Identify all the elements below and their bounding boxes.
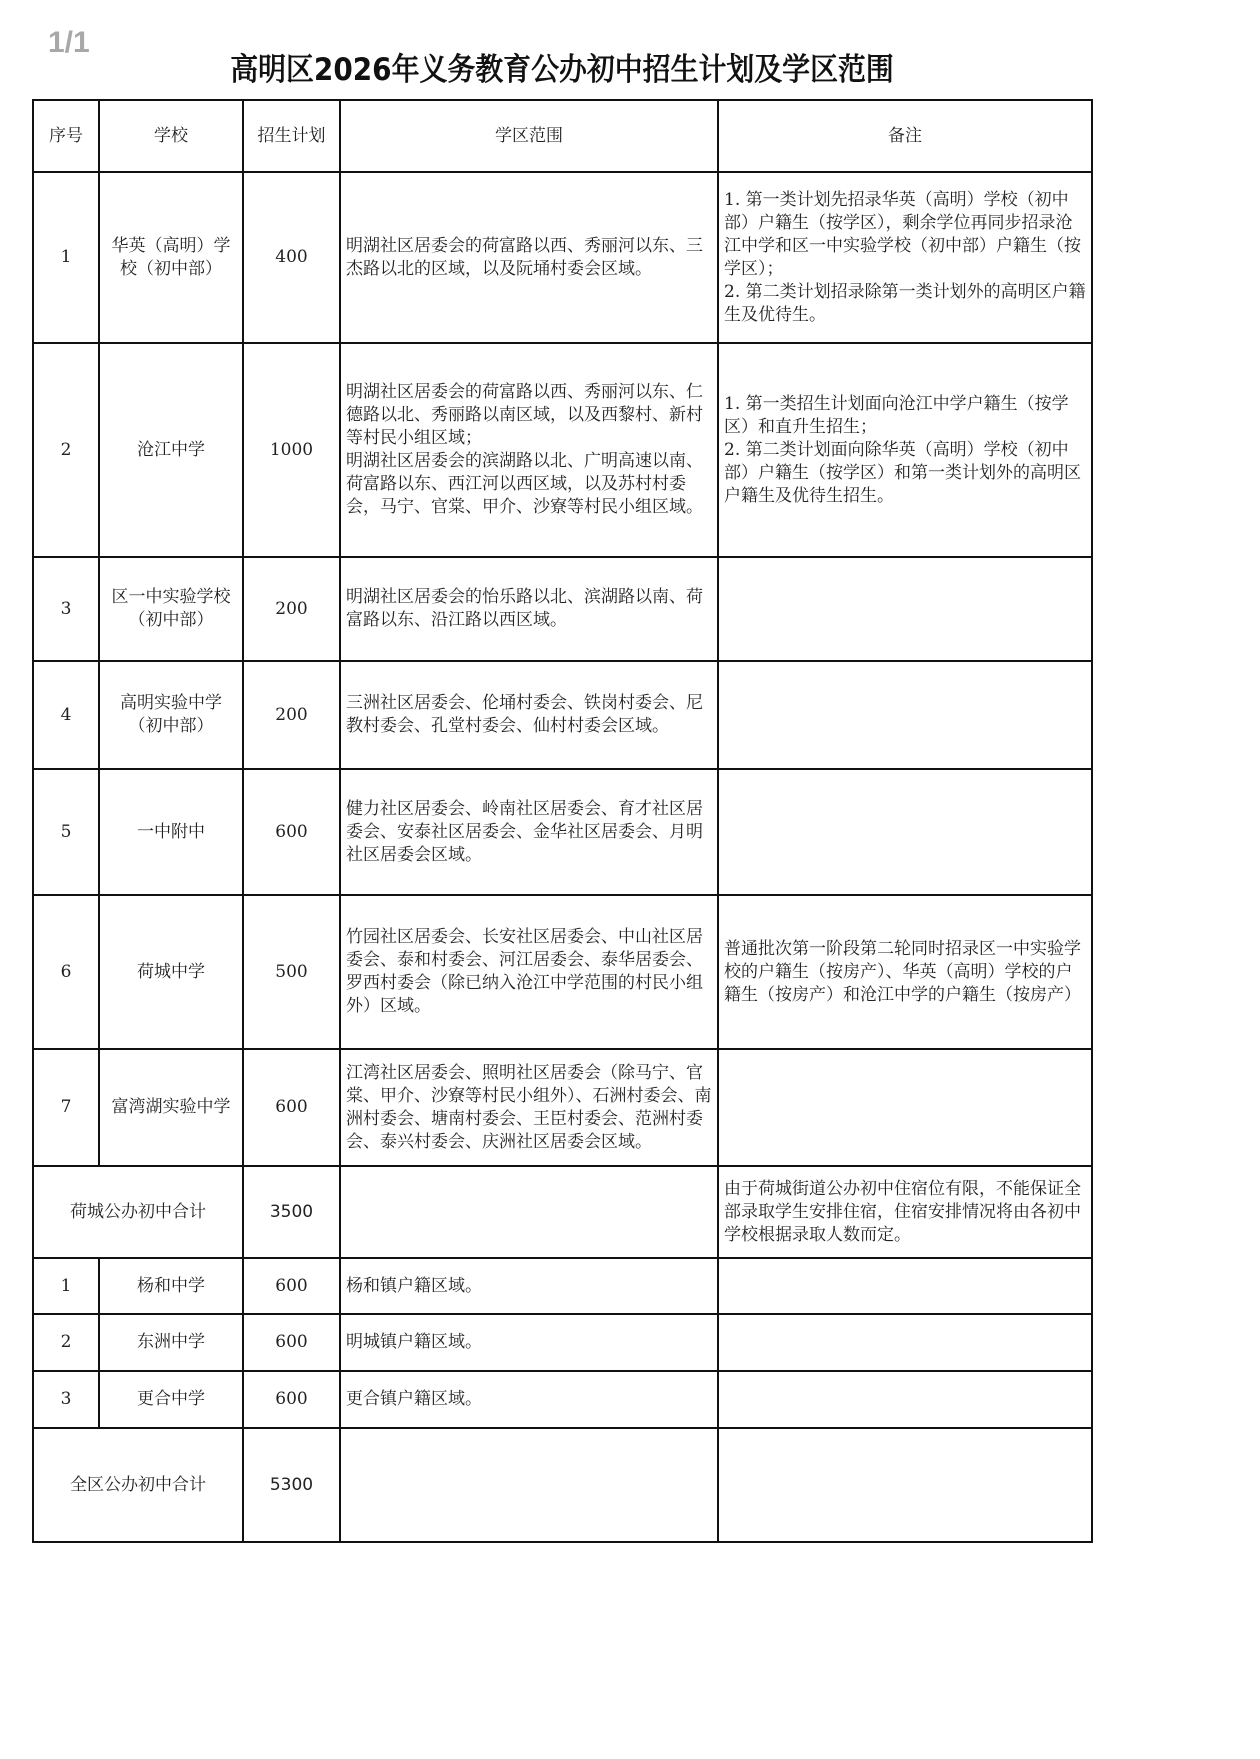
row-school: 东洲中学 xyxy=(99,1314,243,1371)
district-line: 明湖社区居委会的荷富路以西、秀丽河以东、仁德路以北、秀丽路以南区域，以及西黎村、新村等村民小组区域； xyxy=(346,382,703,448)
subtotal-plan: 3500 xyxy=(243,1166,340,1258)
row-plan: 200 xyxy=(243,661,340,769)
row-school: 区一中实验学校（初中部） xyxy=(99,557,243,661)
row-plan: 600 xyxy=(243,1258,340,1314)
table-row xyxy=(33,172,1092,343)
row-index: 1 xyxy=(33,172,99,343)
row-school: 荷城中学 xyxy=(99,895,243,1049)
row-plan: 1000 xyxy=(243,343,340,557)
row-school: 沧江中学 xyxy=(99,343,243,557)
subtotal-label: 荷城公办初中合计 xyxy=(33,1166,243,1258)
subtotal-row xyxy=(33,1166,1092,1258)
row-district: 明湖社区居委会的荷富路以西、秀丽河以东、三杰路以北的区域，以及阮埇村委会区域。 xyxy=(340,172,718,343)
row-remarks xyxy=(718,661,1092,769)
row-remarks xyxy=(718,557,1092,661)
row-district: 杨和镇户籍区域。 xyxy=(340,1258,718,1314)
row-index: 4 xyxy=(33,661,99,769)
row-remarks xyxy=(718,172,1092,343)
table-row xyxy=(33,1314,1092,1371)
row-plan: 200 xyxy=(243,557,340,661)
row-district: 三洲社区居委会、伦埇村委会、铁岗村委会、尼教村委会、孔堂村委会、仙村村委会区域。 xyxy=(340,661,718,769)
remark-line: 1. 第一类计划先招录华英（高明）学校（初中部）户籍生（按学区），剩余学位再同步招录沧江中学和区一中实验学校（初中部）户籍生（按学区）； xyxy=(724,189,1081,279)
header-district: 学区范围 xyxy=(340,100,718,172)
row-district: 明湖社区居委会的怡乐路以北、滨湖路以南、荷富路以东、沿江路以西区域。 xyxy=(340,557,718,661)
total-district xyxy=(340,1428,718,1542)
row-index: 2 xyxy=(33,343,99,557)
table-row xyxy=(33,769,1092,895)
row-remarks xyxy=(718,1049,1092,1166)
row-remarks xyxy=(718,1314,1092,1371)
row-remarks xyxy=(718,1258,1092,1314)
total-plan: 5300 xyxy=(243,1428,340,1542)
row-plan: 500 xyxy=(243,895,340,1049)
row-district xyxy=(340,343,718,557)
row-remarks: 普通批次第一阶段第二轮同时招录区一中实验学校的户籍生（按房产）、华英（高明）学校的户籍生（按房产）和沧江中学的户籍生（按房产） xyxy=(718,895,1092,1049)
header-remarks: 备注 xyxy=(718,100,1092,172)
total-remarks xyxy=(718,1428,1092,1542)
header-index: 序号 xyxy=(33,100,99,172)
row-index: 3 xyxy=(33,1371,99,1428)
row-district: 明城镇户籍区域。 xyxy=(340,1314,718,1371)
row-district: 健力社区居委会、岭南社区居委会、育才社区居委会、安泰社区居委会、金华社区居委会、月明社区居委会区域。 xyxy=(340,769,718,895)
subtotal-district xyxy=(340,1166,718,1258)
row-plan: 400 xyxy=(243,172,340,343)
row-index: 7 xyxy=(33,1049,99,1166)
row-plan: 600 xyxy=(243,1314,340,1371)
district-line: 明湖社区居委会的滨湖路以北、广明高速以南、荷富路以东、西江河以西区域，以及苏村村委会，马宁、官棠、甲介、沙寮等村民小组区域。 xyxy=(346,451,703,517)
table-row xyxy=(33,1049,1092,1166)
row-plan: 600 xyxy=(243,1371,340,1428)
row-school: 富湾湖实验中学 xyxy=(99,1049,243,1166)
row-district: 更合镇户籍区域。 xyxy=(340,1371,718,1428)
total-label: 全区公办初中合计 xyxy=(33,1428,243,1542)
row-plan: 600 xyxy=(243,1049,340,1166)
row-remarks xyxy=(718,1371,1092,1428)
table-row xyxy=(33,343,1092,557)
row-index: 5 xyxy=(33,769,99,895)
row-district: 江湾社区居委会、照明社区居委会（除马宁、官棠、甲介、沙寮等村民小组外）、石洲村委会、南洲村委会、塘南村委会、王臣村委会、范洲村委会、泰兴村委会、庆洲社区居委会区域。 xyxy=(340,1049,718,1166)
enrollment-table xyxy=(32,99,1093,1543)
total-row xyxy=(33,1428,1092,1542)
row-index: 6 xyxy=(33,895,99,1049)
table-row xyxy=(33,1258,1092,1314)
row-school: 高明实验中学（初中部） xyxy=(99,661,243,769)
row-index: 2 xyxy=(33,1314,99,1371)
row-school: 一中附中 xyxy=(99,769,243,895)
row-index: 3 xyxy=(33,557,99,661)
row-school: 华英（高明）学校（初中部） xyxy=(99,172,243,343)
document-title: 高明区2026年义务教育公办初中招生计划及学区范围 xyxy=(230,52,894,88)
table-row xyxy=(33,557,1092,661)
page-indicator: 1/1 xyxy=(48,26,90,59)
table-header-row xyxy=(33,100,1092,172)
remark-line: 1. 第一类招生计划面向沧江中学户籍生（按学区）和直升生招生； xyxy=(724,393,1069,437)
row-plan: 600 xyxy=(243,769,340,895)
header-school: 学校 xyxy=(99,100,243,172)
row-remarks xyxy=(718,769,1092,895)
table-row xyxy=(33,1371,1092,1428)
row-district: 竹园社区居委会、长安社区居委会、中山社区居委会、泰和村委会、河江居委会、泰华居委会、罗西村委会（除已纳入沧江中学范围的村民小组外）区域。 xyxy=(340,895,718,1049)
table-row xyxy=(33,661,1092,769)
row-remarks xyxy=(718,343,1092,557)
remark-line: 2. 第二类计划招录除第一类计划外的高明区户籍生及优待生。 xyxy=(724,281,1086,325)
row-school: 杨和中学 xyxy=(99,1258,243,1314)
table-row xyxy=(33,895,1092,1049)
row-school: 更合中学 xyxy=(99,1371,243,1428)
remark-line: 2. 第二类计划面向除华英（高明）学校（初中部）户籍生（按学区）和第一类计划外的高明区户籍生及优待生招生。 xyxy=(724,439,1081,506)
row-index: 1 xyxy=(33,1258,99,1314)
subtotal-remarks: 由于荷城街道公办初中住宿位有限，不能保证全部录取学生安排住宿，住宿安排情况将由各初中学校根据录取人数而定。 xyxy=(718,1166,1092,1258)
header-plan: 招生计划 xyxy=(243,100,340,172)
